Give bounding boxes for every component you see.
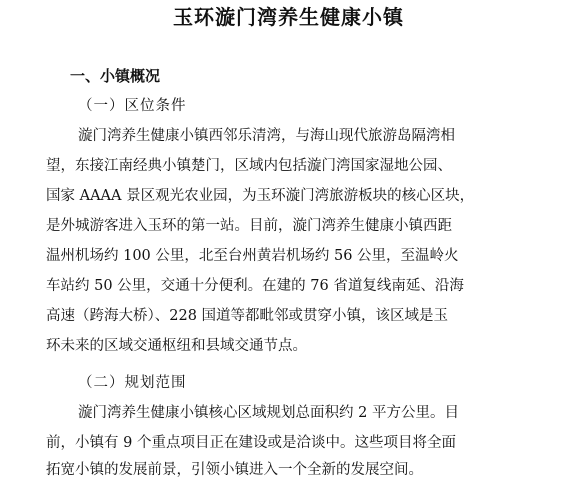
paragraph-line: 国家 AAAA 景区观光农业园，为玉环漩门湾旅游板块的核心区块， [46, 188, 475, 204]
paragraph-line: 漩门湾养生健康小镇西邻乐清湾，与海山现代旅游岛隔湾相 [78, 128, 455, 144]
paragraph-line: 前，小镇有 9 个重点项目正在建设或是洽谈中。这些项目将全面 [46, 435, 456, 451]
paragraph-line: 高速（跨海大桥）、228 国道等都毗邻或贯穿小镇，该区域是玉 [46, 308, 449, 324]
paragraph-line: 漩门湾养生健康小镇核心区域规划总面积约 2 平方公里。目 [78, 405, 459, 421]
subsection-heading-planning-scope: （二）规划范围 [78, 375, 187, 391]
paragraph-line: 望，东接江南经典小镇楚门，区域内包括漩门湾国家湿地公园、 [46, 158, 452, 174]
paragraph-line: 是外城游客进入玉环的第一站。目前，漩门湾养生健康小镇西距 [46, 218, 452, 234]
section-heading-overview: 一、小镇概况 [70, 67, 161, 85]
paragraph-line: 车站约 50 公里，交通十分便利。在建的 76 省道复线南延、沿海 [46, 278, 464, 294]
paragraph-line: 环未来的区域交通枢纽和县域交通节点。 [46, 338, 307, 354]
subsection-heading-location: （一）区位条件 [78, 98, 187, 114]
paragraph-line: 温州机场约 100 公里，北至台州黄岩机场约 56 公里，至温岭火 [46, 248, 459, 264]
paragraph-line: 拓宽小镇的发展前景，引领小镇进入一个全新的发展空间。 [46, 462, 423, 478]
document-title: 玉环漩门湾养生健康小镇 [173, 5, 404, 29]
